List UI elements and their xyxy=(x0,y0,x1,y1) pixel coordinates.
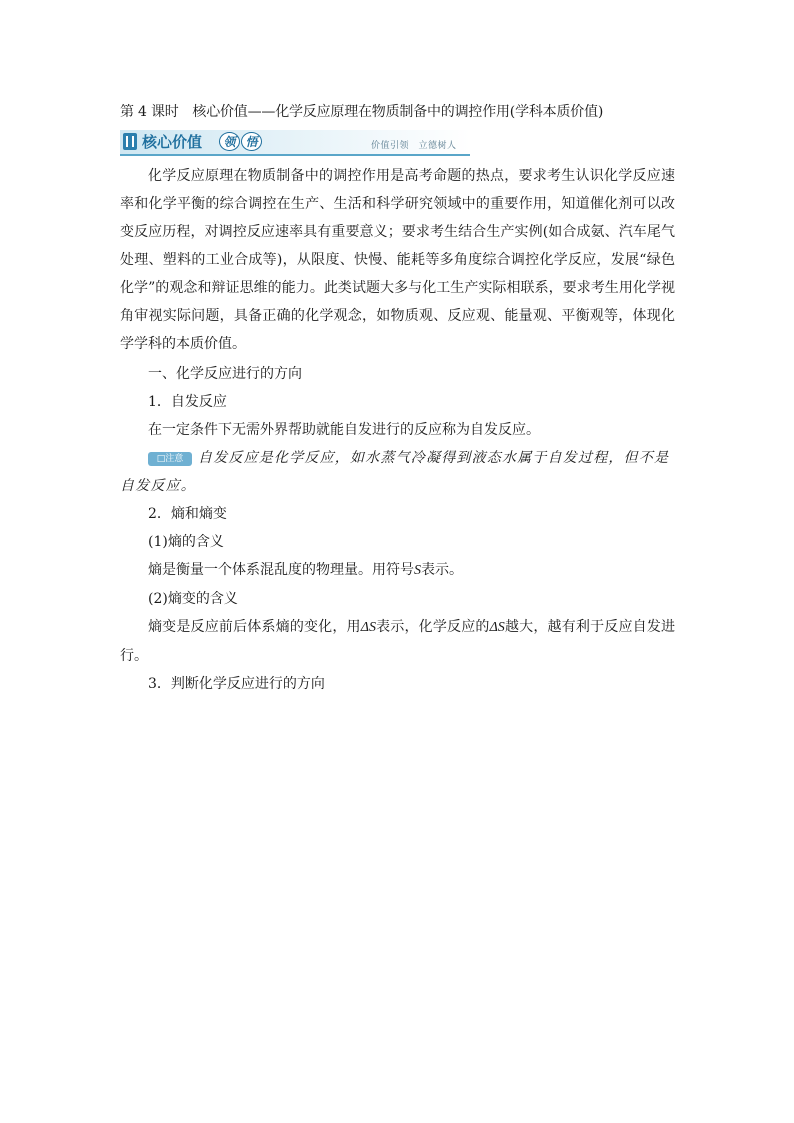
section-heading: 一、化学反应进行的方向 xyxy=(148,366,302,382)
attention-icon: □注意 xyxy=(148,452,192,466)
item3-heading: 3．判断化学反应进行的方向 xyxy=(148,676,325,692)
item1-heading: 1．自发反应 xyxy=(148,394,227,410)
core-value-banner xyxy=(120,130,470,156)
sub1-heading: (1)熵的含义 xyxy=(148,534,224,550)
item1-text: 在一定条件下无需外界帮助就能自发进行的反应称为自发反应。 xyxy=(148,422,540,438)
banner-label: 核心价值 xyxy=(142,133,203,151)
attention-note xyxy=(120,444,675,500)
sub2-text-c: 越大，越有利于反应自发进行。 xyxy=(120,619,675,664)
sub2-text-b: 表示，化学反应的 xyxy=(375,619,490,635)
book-icon xyxy=(123,133,137,150)
sub2-text-a: 熵变是反应前后体系熵的变化，用 xyxy=(148,619,361,635)
sub2-heading: (2)熵变的含义 xyxy=(148,591,238,607)
sub1-text xyxy=(120,556,675,585)
sub1-text-b: 表示。 xyxy=(421,562,463,578)
banner-badge-2: 悟 xyxy=(241,132,262,151)
delta-s-symbol: ΔS xyxy=(360,620,376,635)
banner-badge-1: 领 xyxy=(219,132,240,151)
item2-heading: 2．熵和熵变 xyxy=(148,506,227,522)
note-text: 自发反应是化学反应，如水蒸气冷凝得到液态水属于自发过程，但不是自发反应。 xyxy=(120,450,670,494)
sub1-text-a: 熵是衡量一个体系混乱度的物理量。用符号 xyxy=(148,562,414,578)
delta-s-symbol-2: ΔS xyxy=(489,620,505,635)
lesson-title: 第 4 课时 核心价值——化学反应原理在物质制备中的调控作用(学科本质价值) xyxy=(120,104,604,120)
sub2-text xyxy=(120,613,675,670)
intro-paragraph: 化学反应原理在物质制备中的调控作用是高考命题的热点，要求考生认识化学反应速率和化学平衡的综合调控在生产、生活和科学研究领域中的重要作用，知道催化剂可以改变反应历程，对调控反应速率具有重要意义；要求考生结合生产实例(如合成氨、汽车尾气处理、塑料的工业合成等)，从限度、快慢、能耗等多角度综合调控化学反应，发展“绿色化学”的观念和辩证思维的能力。此类试题大多与化工生产实际相联系，要求考生用化学视角审视实际问题，具备正确的化学观念，如物质观、反应观、能量观、平衡观等，体现化学学科的本质价值。 xyxy=(120,168,675,352)
banner-tagline: 价值引领 立德树人 xyxy=(371,141,457,151)
entropy-symbol: S xyxy=(414,563,421,578)
document-page xyxy=(120,100,675,698)
